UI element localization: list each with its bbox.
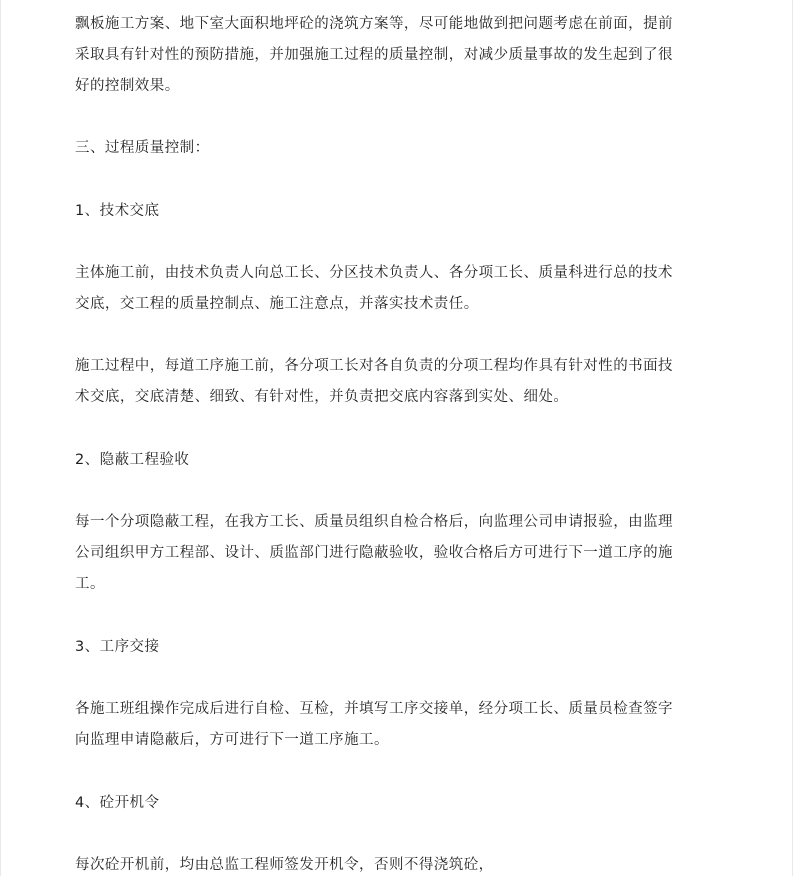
paragraph-line: 每一个分项隐蔽工程，在我方工长、质量员组织自检合格后，向监理公司申请报验，由监理 <box>75 514 673 530</box>
paragraph-line: 公司组织甲方工程部、设计、质监部门进行隐蔽验收，验收合格后方可进行下一道工序的施 <box>75 545 673 561</box>
paragraph-line: 飘板施工方案、地下室大面积地坪砼的浇筑方案等，尽可能地做到把问题考虑在前面，提前 <box>75 16 673 32</box>
paragraph-line: 采取具有针对性的预防措施，并加强施工过程的质量控制，对减少质量事故的发生起到了很 <box>75 47 673 63</box>
subsection-heading: 4、砼开机令 <box>75 795 160 811</box>
subsection-heading: 1、技术交底 <box>75 203 160 219</box>
paragraph-line: 交底，交工程的质量控制点、施工注意点，并落实技术责任。 <box>75 296 479 312</box>
paragraph-line: 术交底，交底清楚、细致、有针对性，并负责把交底内容落到实处、细处。 <box>75 389 569 405</box>
subsection-heading: 2、隐蔽工程验收 <box>75 452 190 468</box>
section-heading: 三、过程质量控制： <box>75 140 210 156</box>
paragraph-line: 每次砼开机前，均由总监工程师签发开机令，否则不得浇筑砼， <box>75 857 494 873</box>
paragraph-line: 好的控制效果。 <box>75 78 180 94</box>
subsection-heading: 3、工序交接 <box>75 639 160 655</box>
paragraph-line: 向监理申请隐蔽后，方可进行下一道工序施工。 <box>75 732 389 748</box>
paragraph-line: 各施工班组操作完成后进行自检、互检，并填写工序交接单，经分项工长、质量员检查签字 <box>75 701 673 717</box>
paragraph-line: 主体施工前，由技术负责人向总工长、分区技术负责人、各分项工长、质量科进行总的技术 <box>75 265 673 281</box>
page-left-edge <box>0 0 1 876</box>
paragraph-line: 施工过程中，每道工序施工前，各分项工长对各自负责的分项工程均作具有针对性的书面技 <box>75 358 673 374</box>
paragraph-line: 工。 <box>75 576 105 592</box>
